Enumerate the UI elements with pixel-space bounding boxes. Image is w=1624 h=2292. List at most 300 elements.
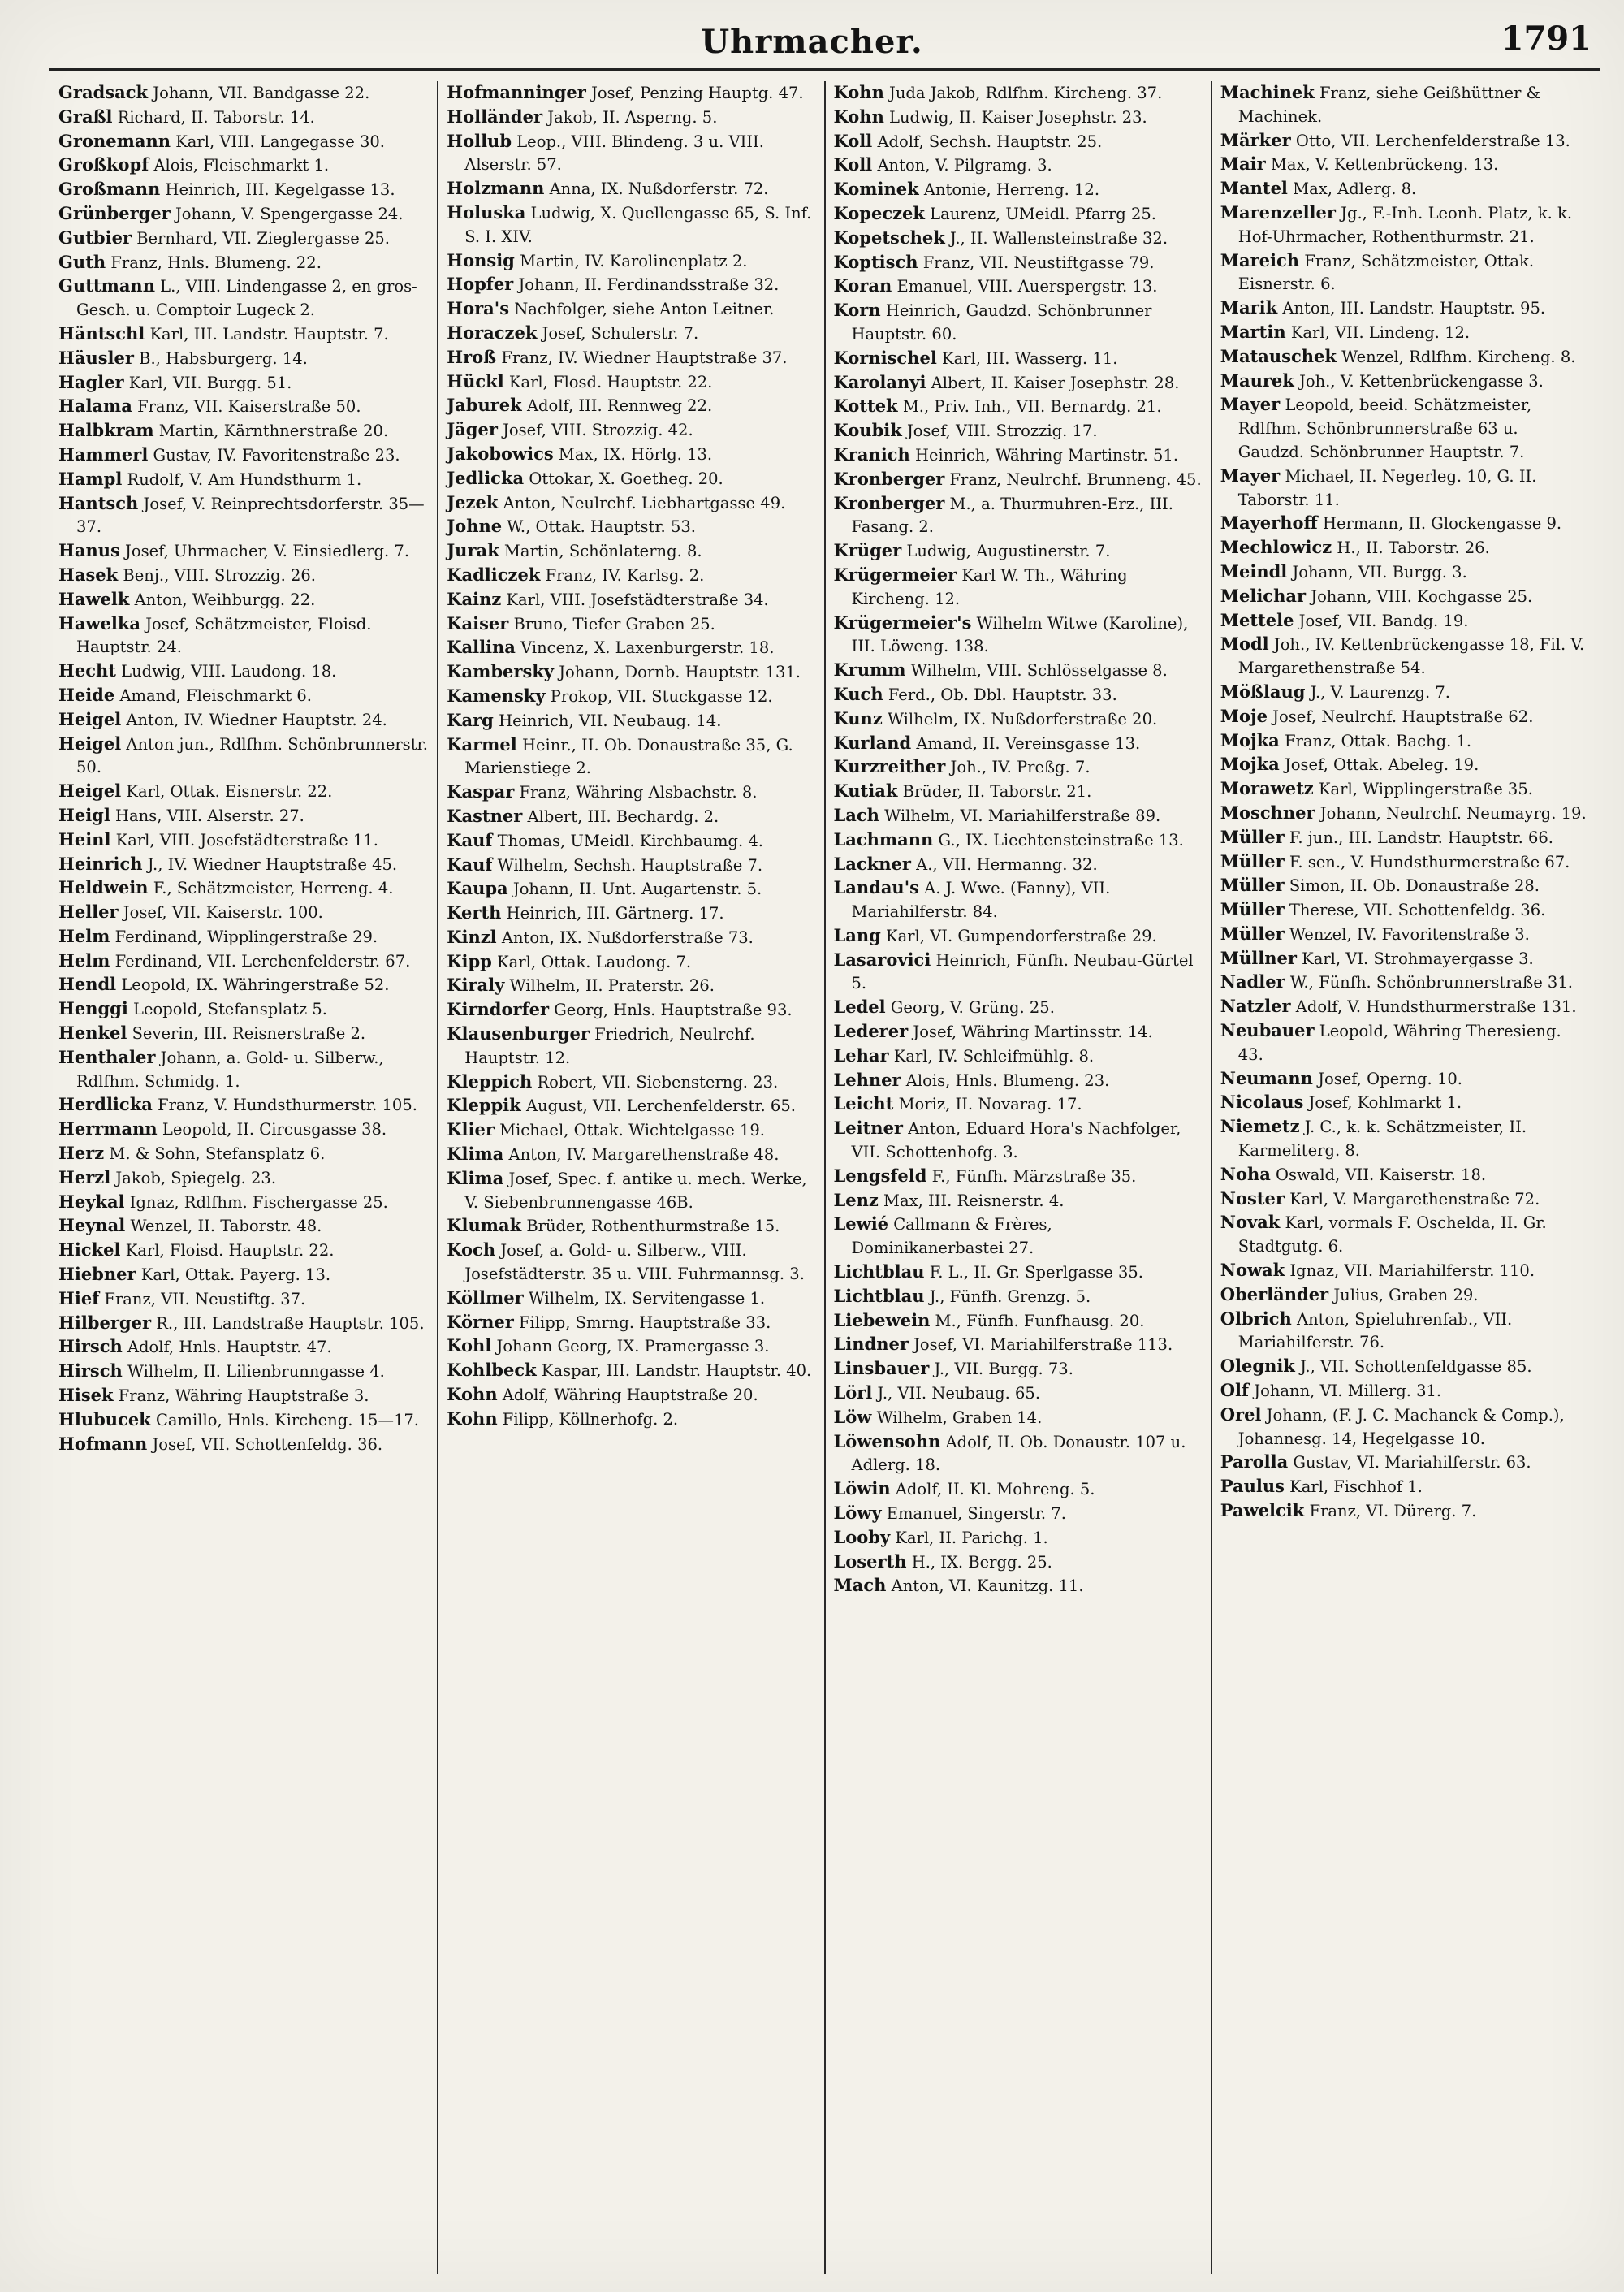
directory-entry (58, 1046, 429, 1094)
directory-entry (447, 974, 815, 998)
entry-details: Franz, Währing Alsbachstr. 8. (519, 783, 758, 802)
entry-name: Hiebner (58, 1264, 136, 1285)
directory-entry (1220, 1259, 1589, 1283)
entry-details: Jakob, Spiegelg. 23. (115, 1168, 277, 1187)
entry-details: Johann, (F. J. C. Machanek & Comp.), Johannesg. 14, Hegelgasse 10. (1237, 1405, 1565, 1448)
entry-details: Ludwig, Augustinerstr. 7. (906, 542, 1111, 561)
directory-entry (834, 1117, 1203, 1165)
entry-name: Hofmann (58, 1433, 148, 1454)
entry-name: Kottek (833, 396, 898, 417)
entry-details: Johann, V. Spengergasse 24. (175, 204, 404, 223)
directory-entry (447, 1239, 815, 1287)
directory-entry (447, 81, 815, 106)
directory-entry (834, 949, 1203, 997)
entry-name: Hawelk (58, 588, 130, 609)
directory-entry (834, 1165, 1203, 1189)
entry-name: Holuska (447, 201, 526, 223)
directory-entry (58, 1093, 429, 1118)
directory-entry (447, 515, 815, 539)
directory-entry (834, 683, 1203, 707)
entry-details: Therese, VII. Schottenfeldg. 36. (1289, 901, 1546, 920)
entry-name: Mechlowicz (1220, 537, 1332, 558)
entry-name: Müller (1220, 850, 1285, 871)
entry-name: Hroß (447, 346, 497, 367)
entry-details: Robert, VII. Siebensterng. 23. (537, 1072, 779, 1092)
entry-details: Karl, III. Landstr. Hauptstr. 7. (149, 324, 389, 344)
entry-details: Moriz, II. Novarag. 17. (898, 1095, 1082, 1114)
entry-name: Kauf (447, 829, 493, 850)
directory-entry (58, 612, 429, 660)
entry-details: Johann, a. Gold- u. Silberw., Rdlfhm. Schmidg. 1. (76, 1048, 384, 1091)
entry-name: Neumann (1220, 1067, 1313, 1088)
entry-details: J., V. Laurenzg. 7. (1310, 682, 1450, 702)
entry-details: Filipp, Köllnerhofg. 2. (502, 1409, 679, 1429)
directory-entry (1220, 1163, 1589, 1187)
entry-name: Koll (833, 130, 873, 151)
entry-details: F., Schätzmeister, Herreng. 4. (153, 879, 394, 898)
directory-entry (58, 347, 429, 371)
entry-name: Lörl (833, 1382, 873, 1403)
entry-details: Leop., VIII. Blindeng. 3 u. VIII. Alserstr. 57. (464, 132, 764, 175)
directory-entry (447, 130, 815, 178)
entry-name: Kaspar (447, 781, 515, 802)
directory-entry (447, 1023, 815, 1070)
entry-details: Adolf, II. Ob. Donaustr. 107 u. Adlerg. 18. (851, 1432, 1186, 1475)
directory-entry (58, 322, 429, 347)
entry-details: Karl W. Th., Währing Kircheng. 12. (851, 565, 1128, 608)
directory-entry (834, 275, 1203, 299)
entry-name: Linsbauer (833, 1358, 930, 1379)
entry-name: Heldwein (58, 877, 149, 898)
directory-entry (58, 684, 429, 708)
directory-entry (58, 1022, 429, 1046)
entry-name: Heller (58, 902, 119, 923)
entry-details: Josef, Schätzmeister, Floisd. Hauptstr. 24. (76, 614, 372, 657)
entry-details: Wilhelm, Graben 14. (876, 1408, 1043, 1427)
entry-details: Leopold, IX. Währingerstraße 52. (121, 975, 390, 995)
directory-entry (58, 997, 429, 1022)
directory-entry (447, 660, 815, 685)
entry-name: Heinrich (58, 853, 143, 874)
directory-entry (1220, 153, 1589, 177)
directory-entry (447, 998, 815, 1023)
entry-name: Krügermeier (833, 564, 957, 585)
entry-name: Häntschl (58, 322, 145, 344)
entry-details: Karl, Floisd. Hauptstr. 22. (125, 1241, 335, 1261)
entry-details: Nachfolger, siehe Anton Leitner. (514, 300, 775, 319)
entry-name: Müller (1220, 899, 1285, 920)
directory-entry (58, 539, 429, 564)
entry-name: Lehner (833, 1069, 901, 1090)
directory-entry (58, 275, 429, 322)
entry-details: Johann, VII. Burgg. 3. (1292, 562, 1467, 582)
entry-name: Moje (1220, 705, 1268, 726)
directory-entry (58, 1433, 429, 1457)
entry-name: Honsig (447, 249, 515, 270)
entry-details: Johann, VIII. Kochgasse 25. (1311, 586, 1533, 606)
directory-entry (834, 227, 1203, 251)
directory-entry (1220, 1115, 1589, 1163)
entry-details: Leopold, II. Circusgasse 38. (162, 1120, 387, 1140)
entry-name: Mantel (1220, 178, 1288, 199)
entry-details: Josef, Operng. 10. (1318, 1069, 1462, 1088)
entry-details: Wilhelm, VIII. Schlösselgasse 8. (910, 661, 1168, 681)
directory-entry (447, 877, 815, 902)
directory-entry (1220, 898, 1589, 923)
directory-entry (1220, 874, 1589, 898)
directory-entry (447, 1383, 815, 1408)
directory-entry (834, 1069, 1203, 1093)
entry-details: Heinr., II. Ob. Donaustraße 35, G. Marienstiege 2. (464, 735, 793, 778)
entry-details: G., IX. Liechtensteinstraße 13. (938, 830, 1184, 850)
directory-entry (58, 468, 429, 492)
directory-entry (1220, 923, 1589, 947)
entry-name: Hawelka (58, 612, 141, 634)
entry-details: A., VII. Hermanng. 32. (916, 854, 1098, 874)
entry-details: Franz, VI. Dürerg. 7. (1309, 1502, 1477, 1521)
directory-entry (834, 106, 1203, 130)
entry-name: Karolanyi (833, 371, 926, 392)
directory-entry (834, 1550, 1203, 1575)
entry-name: Krüger (833, 540, 902, 561)
directory-entry (58, 1335, 429, 1360)
entry-name: Herrmann (58, 1118, 158, 1140)
entry-name: Kunz (833, 707, 883, 729)
entry-details: Bruno, Tiefer Graben 25. (513, 614, 715, 634)
directory-entry (1220, 826, 1589, 850)
entry-details: Adolf, II. Kl. Mohreng. 5. (895, 1480, 1095, 1499)
entry-name: Machinek (1220, 82, 1315, 102)
directory-entry (447, 926, 815, 950)
entry-details: Rudolf, V. Am Hundsthurm 1. (127, 469, 362, 489)
directory-entry (834, 299, 1203, 347)
directory-entry (447, 539, 815, 564)
entry-name: Gronemann (58, 130, 171, 151)
directory-entry (447, 612, 815, 637)
entry-name: Kohn (833, 106, 884, 127)
entry-name: Modl (1220, 634, 1269, 655)
directory-entry (1220, 681, 1589, 705)
entry-details: Karl, VIII. Josefstädterstraße 11. (115, 830, 378, 850)
entry-details: Anton jun., Rdlfhm. Schönbrunnerstr. 50. (76, 734, 428, 777)
directory-entry (834, 1309, 1203, 1334)
entry-name: Kohlbeck (447, 1360, 537, 1381)
entry-name: Lichtblau (833, 1261, 925, 1282)
entry-details: Heinrich, III. Kegelgasse 13. (165, 180, 395, 200)
entry-details: R., III. Landstraße Hauptstr. 105. (156, 1313, 425, 1333)
entry-name: Holländer (447, 106, 543, 127)
entry-details: Franz, Hnls. Blumeng. 22. (110, 253, 322, 272)
entry-name: Müller (1220, 875, 1285, 896)
entry-details: Anton, IX. Nußdorferstraße 73. (501, 928, 754, 947)
entry-details: Benj., VIII. Strozzig. 26. (123, 565, 316, 585)
entry-details: Martin, Kärnthnerstraße 20. (158, 422, 389, 441)
directory-entry (1220, 1499, 1589, 1524)
directory-entry (834, 876, 1203, 924)
entry-details: Karl, Ottak. Payerg. 13. (140, 1265, 331, 1285)
directory-entry (834, 1020, 1203, 1044)
entry-name: Klima (447, 1167, 504, 1188)
entry-name: Heigl (58, 804, 110, 825)
directory-entry (58, 853, 429, 877)
entry-name: Helm (58, 925, 110, 946)
entry-name: Hantsch (58, 492, 139, 513)
entry-name: Halbkram (58, 420, 154, 441)
directory-entry (1220, 850, 1589, 875)
entry-name: Kiraly (447, 975, 505, 996)
entry-name: Müller (1220, 826, 1285, 847)
entry-name: Hendl (58, 974, 117, 995)
entry-name: Hagler (58, 371, 124, 392)
entry-details: Heinrich, Währing Martinstr. 51. (914, 445, 1179, 465)
entry-details: Johann, Dornb. Hauptstr. 131. (559, 663, 801, 682)
entry-details: Ferdinand, VII. Lerchenfelderstr. 67. (114, 951, 411, 971)
directory-entry (834, 130, 1203, 154)
directory-entry (447, 1287, 815, 1311)
entry-name: Hirsch (58, 1360, 123, 1382)
entry-details: F., Fünfh. Märzstraße 35. (931, 1166, 1137, 1186)
entry-name: Kutiak (833, 781, 898, 802)
directory-entry (447, 418, 815, 443)
entry-details: Josef, V. Reinprechtsdorferstr. 35—37. (76, 494, 425, 537)
entry-name: Gradsack (58, 82, 149, 102)
directory-entry (58, 178, 429, 202)
entry-details: Ferd., Ob. Dbl. Hauptstr. 33. (888, 685, 1117, 704)
entry-details: Anna, IX. Nußdorferstr. 72. (549, 179, 769, 199)
directory-entry (1220, 345, 1589, 370)
directory-entry (1220, 536, 1589, 560)
entry-name: Mayer (1220, 394, 1281, 415)
entry-details: J. C., k. k. Schätzmeister, II. Karmeliterg. 8. (1237, 1118, 1527, 1161)
entry-name: Müllner (1220, 947, 1297, 968)
entry-name: Oberländer (1220, 1283, 1329, 1304)
entry-name: Kamensky (447, 685, 546, 706)
directory-entry (447, 685, 815, 709)
entry-details: Max, IX. Hörlg. 13. (558, 444, 713, 464)
entry-name: Kauf (447, 854, 493, 875)
entry-name: Lackner (833, 853, 911, 874)
entry-name: Lichtblau (833, 1285, 925, 1306)
entry-name: Matauschek (1220, 345, 1337, 366)
entry-details: Ignaz, Rdlfhm. Fischergasse 25. (129, 1192, 388, 1212)
entry-details: Franz, Währing Hauptstraße 3. (118, 1386, 369, 1406)
entry-details: A. J. Wwe. (Fanny), VII. Mariahilferstr. 84. (851, 879, 1111, 922)
directory-entry (447, 394, 815, 418)
entry-name: Korn (833, 300, 881, 321)
entry-details: F. jun., III. Landstr. Hauptstr. 66. (1289, 828, 1553, 847)
entry-details: Joh., V. Kettenbrückengasse 3. (1299, 371, 1544, 391)
entry-details: Ludwig, II. Kaiser Josephstr. 23. (889, 107, 1147, 127)
entry-name: Nicolaus (1220, 1092, 1304, 1113)
directory-entry (58, 1214, 429, 1239)
entry-details: Wilhelm Witwe (Karoline), III. Löweng. 138. (851, 613, 1189, 656)
entry-name: Krumm (833, 659, 906, 681)
entry-name: Hief (58, 1287, 100, 1308)
entry-name: Klier (447, 1119, 495, 1140)
entry-name: Niemetz (1220, 1116, 1300, 1137)
entry-name: Kronberger (833, 492, 945, 513)
entry-details: Josef, Ottak. Abeleg. 19. (1284, 755, 1479, 775)
entry-details: Hans, VIII. Alserstr. 27. (115, 806, 304, 825)
directory-entry (447, 733, 815, 781)
directory-entry (58, 1360, 429, 1384)
entry-name: Horaczek (447, 322, 538, 343)
entry-name: Lach (833, 804, 879, 825)
entry-name: Mojka (1220, 729, 1280, 750)
entry-name: Kopeczek (833, 202, 925, 223)
entry-name: Paulus (1220, 1476, 1285, 1497)
entry-details: W., Ottak. Hauptstr. 53. (507, 517, 696, 537)
entry-details: Josef, Penzing Hauptg. 47. (591, 84, 804, 102)
entry-name: Karg (447, 709, 494, 730)
directory-entry (834, 853, 1203, 877)
directory-entry (1220, 1379, 1589, 1403)
entry-name: Helm (58, 949, 110, 971)
directory-entry (58, 1384, 429, 1408)
entry-name: Looby (833, 1526, 891, 1547)
entry-name: Klima (447, 1144, 504, 1165)
entry-details: Josef, VIII. Strozzig. 17. (906, 422, 1098, 441)
entry-name: Guth (58, 251, 106, 272)
directory-entry (834, 251, 1203, 275)
entry-details: Josef, Währing Martinsstr. 14. (913, 1023, 1153, 1042)
entry-name: Herz (58, 1143, 105, 1164)
directory-entry (58, 733, 429, 781)
entry-name: Hickel (58, 1239, 121, 1261)
entry-name: Novak (1220, 1212, 1281, 1233)
directory-entry (58, 1263, 429, 1287)
directory-entry (1220, 249, 1589, 297)
entry-details: Hermann, II. Glockengasse 9. (1322, 514, 1562, 534)
entry-name: Maurek (1220, 370, 1294, 391)
entry-name: Nowak (1220, 1260, 1285, 1281)
entry-details: Emanuel, VIII. Auerspergstr. 13. (896, 277, 1158, 296)
entry-details: Friedrich, Neulrchf. Hauptstr. 12. (464, 1025, 755, 1067)
entry-details: Anton, IV. Wiedner Hauptstr. 24. (126, 710, 387, 729)
entry-name: Lederer (833, 1021, 909, 1042)
entry-name: Kleppich (447, 1070, 533, 1092)
directory-entry (834, 1502, 1203, 1526)
entry-details: Wenzel, IV. Favoritenstraße 3. (1289, 924, 1530, 944)
directory-entry (834, 395, 1203, 419)
directory-entry (447, 322, 815, 346)
directory-entry (447, 443, 815, 467)
entry-name: Henkel (58, 1023, 127, 1044)
directory-entry (834, 804, 1203, 828)
directory-entry (1220, 512, 1589, 536)
entry-name: Hollub (447, 130, 512, 151)
page-header (0, 0, 1624, 73)
entry-name: Nadler (1220, 971, 1285, 992)
directory-entry (447, 1214, 815, 1239)
directory-entry (447, 297, 815, 322)
directory-entry (58, 1408, 429, 1433)
entry-name: Kornischel (833, 347, 937, 368)
entry-details: J., VII. Burgg. 73. (934, 1360, 1073, 1379)
entry-details: Max, Adlerg. 8. (1293, 179, 1417, 199)
entry-details: Albert, III. Bechardg. 2. (527, 807, 719, 826)
directory-entry (447, 902, 815, 926)
entry-details: Ferdinand, Wipplingerstraße 29. (114, 927, 378, 946)
entry-details: Vincenz, X. Laxenburgerstr. 18. (520, 638, 775, 658)
entry-name: Herzl (58, 1166, 111, 1187)
directory-entry (447, 1334, 815, 1359)
entry-details: Heinrich, Fünfh. Neubau-Gürtel 5. (851, 950, 1194, 993)
entry-name: Koptisch (833, 251, 918, 272)
entry-name: Neubauer (1220, 1020, 1315, 1041)
entry-name: Orel (1220, 1403, 1262, 1425)
entry-name: Löw (833, 1406, 872, 1427)
entry-name: Kranich (833, 443, 910, 465)
directory-entry (58, 659, 429, 684)
directory-entry (58, 973, 429, 997)
entry-details: Johann Georg, IX. Pramergasse 3. (496, 1337, 770, 1356)
entry-details: M., Fünfh. Funfhausg. 20. (935, 1311, 1145, 1330)
entry-details: Wilhelm, II. Lilienbrunngasse 4. (127, 1362, 385, 1382)
entry-details: Josef, Spec. f. antike u. mech. Werke, V. Siebenbrunnengasse 46B. (464, 1169, 807, 1212)
entry-details: Wenzel, Rdlfhm. Kircheng. 8. (1341, 347, 1576, 366)
entry-details: Karl, VI. Gumpendorferstraße 29. (886, 926, 1157, 945)
entry-name: Kallina (447, 637, 516, 658)
entry-name: Lindner (833, 1334, 909, 1355)
directory-entry (834, 1092, 1203, 1117)
entry-name: Mair (1220, 154, 1266, 175)
directory-entry (1220, 971, 1589, 995)
entry-details: Gustav, IV. Favoritenstraße 23. (153, 445, 400, 465)
entry-details: Max, V. Kettenbrückeng. 13. (1270, 155, 1499, 175)
entry-details: Karl, IV. Schleifmühlg. 8. (893, 1046, 1095, 1066)
directory-entry (1220, 585, 1589, 609)
directory-entry (1220, 1451, 1589, 1475)
entry-details: Wilhelm, II. Praterstr. 26. (509, 976, 715, 996)
directory-entry (834, 659, 1203, 683)
directory-entry (1220, 753, 1589, 777)
directory-entry (834, 539, 1203, 564)
entry-name: Kohl (447, 1335, 492, 1356)
entry-name: Johne (447, 516, 503, 537)
entry-name: Koubik (833, 420, 902, 441)
entry-name: Kainz (447, 588, 502, 609)
entry-name: Lasarovici (833, 949, 931, 970)
entry-name: Kerth (447, 902, 502, 923)
entry-name: Hammerl (58, 443, 149, 465)
directory-entry (447, 1094, 815, 1118)
directory-entry (58, 251, 429, 275)
entry-details: Josef, Kohlmarkt 1. (1308, 1093, 1462, 1113)
directory-entry (447, 1359, 815, 1383)
entry-name: Kuch (833, 683, 883, 704)
directory-entry (834, 828, 1203, 853)
page-title: Uhrmacher. (701, 23, 923, 61)
directory-entry (834, 202, 1203, 227)
entry-details: Georg, Hnls. Hauptstraße 93. (554, 1001, 793, 1020)
directory-entry (1220, 995, 1589, 1019)
directory-entry (447, 709, 815, 733)
entry-details: Anton, IV. Margarethenstraße 48. (508, 1145, 780, 1165)
entry-name: Körner (447, 1311, 514, 1332)
entry-name: Parolla (1220, 1451, 1289, 1473)
entry-name: Löwensohn (833, 1430, 941, 1451)
entry-name: Jaburek (447, 395, 522, 416)
directory-entry (1220, 465, 1589, 512)
entry-details: Julius, Graben 29. (1333, 1285, 1479, 1304)
entry-details: Josef, VII. Kaiserstr. 100. (123, 903, 323, 923)
entry-details: Jg., F.-Inh. Leonh. Platz, k. k. Hof-Uhrmacher, Rothenthurmstr. 21. (1237, 203, 1573, 246)
directory-entry (834, 1189, 1203, 1213)
entry-name: Lang (833, 924, 881, 945)
entry-details: L., VIII. Lindengasse 2, en gros-Gesch. u. Comptoir Lugeck 2. (76, 277, 417, 320)
entry-details: J., IV. Wiedner Hauptstraße 45. (147, 854, 398, 874)
